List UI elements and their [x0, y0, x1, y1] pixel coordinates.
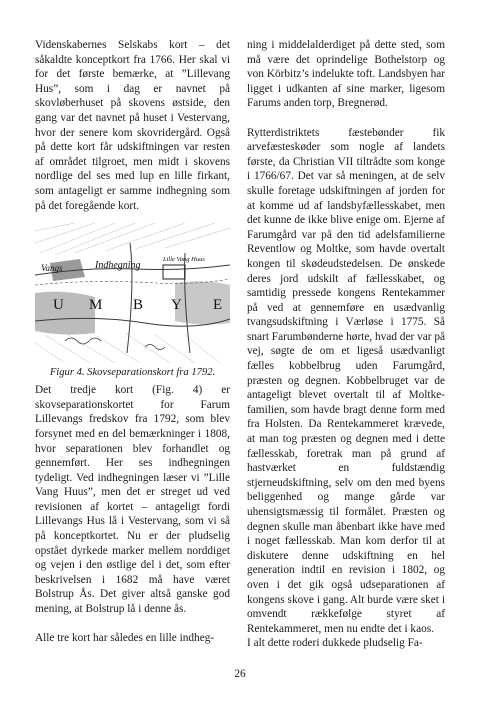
paragraph: I alt dette roderi dukkede pludselig Fa- — [247, 637, 423, 650]
figure-caption: Figur 4. Skovseparationskort fra 1792. — [49, 367, 216, 379]
paragraph: Det tredje kort (Fig. 4) er skovseparationskortet for Farum Lillevangs fredskov fra 1792, som blev forsynet med en del bemærkninger i 1808, hvor separationen blev forhandlet og gennemført. Her ses indhegningen tydeligt. Ved indhegningen læser vi ”Lille Vang Huus”, men det er streget ud ved revisionen af kortet – antageligt fordi Lillevangs Hus lå i Vestervang, som vi så på konceptkortet. Nu er der pludselig opstået dyrkede marker mellem norddiget og vejen i den østlige del i det, som efter beskrivelsen i 1682 må have været Bolstrup Ås. Det giver altså ganske god mening, at Bolstrup lå i denne ås. — [35, 384, 230, 616]
paragraph: Rytterdistriktets fæstebønder fik arvefæsteskøder som nogle af landets første, da Christian VII tiltrådte som konge i 1766/67. Det var så meningen, at de selv skulle foretage udskiftningen af jorden for at komme ud af landsbyfællesskabet, men det kunne de ikke blive enige om. Ejerne af Farumgård var på den tid adelsfamilierne Reventlow og Moltke, som havde overtalt kongen til skødeudstedelsen. De ønskede deres jord udskilt af fællesskabet, og samtidig pressede kongens Rentekammer på ved at gennemføre en usædvanlig tvangsudskiftning i Værløse i 1775. Så snart Farumbønderne hørte, hvad der var på vej, søgte de om et ligeså usædvanligt fælles kobbelbrug uden Farumgård, præsten og degnen. Kobbelbruget var de antageligt blevet overtalt til af Moltke-familien, som havde bragt denne form med fra Holsten. Da Rentekammeret krævede, at man tog præsten og degnen med i dette fællesskab, foretrak man på grund af hastværket en fuldstændig stjerneudskiftning, selv om den med byens beliggenhed og mange gårde var uhensigtsmæssig til formålet. Præsten og degnen skulle man åbenbart ikke have med i noget fællesskab. Man kom derfor til at diskutere denne udskiftning en hel generation indtil en revision i 1802, og oven i det gik også udseparationen af kongens skove i gang. Alt burde være sket i omvendt rækkefølge styret af Rentekammeret, men nu endte det i kaos. — [247, 126, 445, 635]
map-letter-e: E — [213, 297, 223, 314]
paragraph: ning i middelalderdiget på dette sted, som må være det oprindelige Bothelstorp og von Körbitz’s indelukte toft. Landsbyen har ligget i udkanten af sine marker, ligesom Farums anden torp, Bregnerød. — [247, 39, 445, 110]
left-column — [35, 38, 230, 646]
map-label-vangs: Vangs — [41, 263, 63, 274]
map-letter-u: U — [53, 297, 64, 314]
map-letter-m: M — [89, 297, 103, 314]
map-letter-y: Y — [171, 297, 182, 314]
figure — [35, 223, 230, 379]
paragraph: Alle tre kort har således en lille indheg- — [35, 632, 215, 645]
page-number: 26 — [234, 668, 246, 680]
historical-map-image — [35, 223, 230, 363]
right-column — [247, 38, 445, 651]
map-letter-b: B — [133, 297, 144, 314]
paragraph: Videnskabernes Selskabs kort – det såkaldte konceptkort fra 1766. Her skal vi for det første bemærke, at ”Lillevang Hus”, som i dag er navnet på skovløberhuset på skovens østside, den gang var det navnet på huset i Vestervang, hvor der senere kom skovridergård. Også på dette kort får udskiftningen var resten af området tilgroet, men midt i skovens nordlige del ses med lup en lille firkant, som antageligt er samme indhegning som på det foregående kort. — [35, 39, 230, 212]
map-label-lille-vang-huus: Lille Vang Huus — [163, 256, 205, 264]
map-label-indhegning: Indhegning — [95, 260, 141, 272]
